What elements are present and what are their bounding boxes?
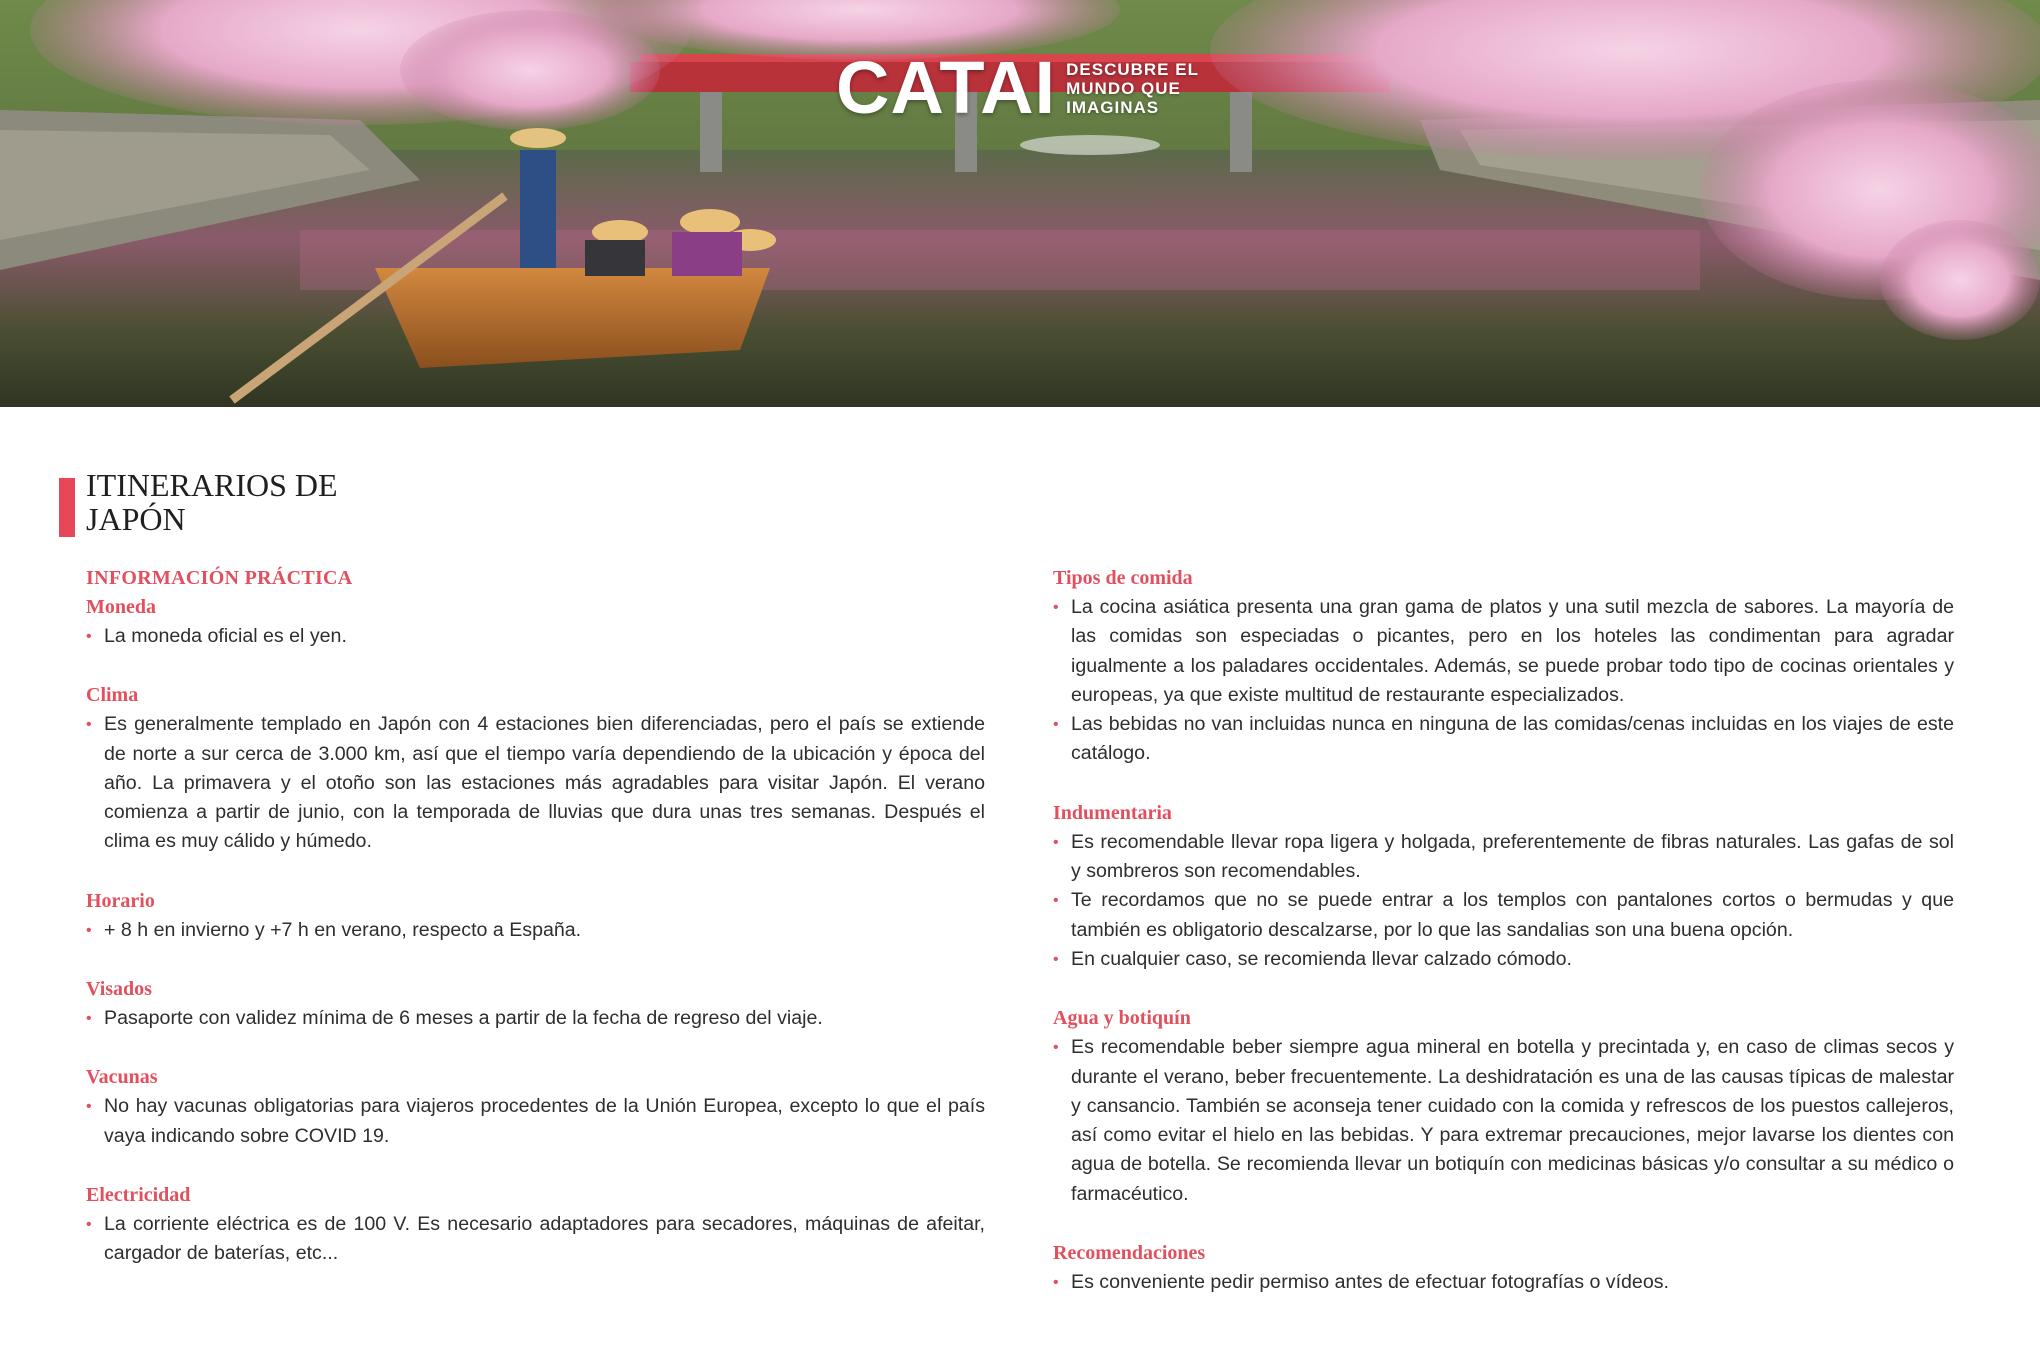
bullet-item: • No hay vacunas obligatorias para viajeros procedentes de la Unión Europea, excepto lo que el país vaya indicando sobre COVID 19. — [86, 1092, 985, 1151]
bullet-item: • La corriente eléctrica es de 100 V. Es necesario adaptadores para secadores, máquinas de afeitar, cargador de baterías, etc... — [86, 1210, 985, 1269]
section-recomendaciones — [1053, 1239, 1954, 1297]
section-title: Electricidad — [86, 1183, 191, 1206]
hero-image — [0, 0, 2040, 407]
bullet-item: • + 8 h en invierno y +7 h en verano, respecto a España. — [86, 916, 985, 945]
logo-wordmark: CATAI — [836, 46, 1057, 129]
section-title: Vacunas — [86, 1066, 158, 1089]
page-title-line: JAPÓN — [86, 501, 186, 537]
section-agua-y-botiquin — [1053, 1004, 1954, 1209]
bullet-item: • Es recomendable llevar ropa ligera y holgada, preferentemente de fibras naturales. Las gafas de sol y sombreros son recomendables. — [1053, 828, 1954, 887]
bullet-item: • La moneda oficial es el yen. — [86, 622, 985, 651]
section-indumentaria — [1053, 799, 1954, 974]
tagline-line: MUNDO QUE — [1066, 78, 1181, 98]
bullet-item: • Es conveniente pedir permiso antes de efectuar fotografías o vídeos. — [1053, 1268, 1954, 1297]
title-accent-bar — [59, 478, 75, 537]
section-visados — [86, 975, 985, 1033]
section-horario — [86, 887, 985, 945]
tagline-line: IMAGINAS — [1066, 97, 1160, 117]
bullet-item: • Pasaporte con validez mínima de 6 meses a partir de la fecha de regreso del viaje. — [86, 1004, 985, 1033]
section-title: Visados — [86, 978, 152, 1001]
section-title: Agua y botiquín — [1053, 1007, 1191, 1030]
section-title: Horario — [86, 889, 155, 912]
section-title: Recomendaciones — [1053, 1242, 1206, 1265]
section-moneda — [86, 593, 985, 651]
section-title: Moneda — [86, 596, 156, 618]
page-title — [86, 468, 338, 536]
left-column — [86, 564, 985, 1299]
bullet-item: • La cocina asiática presenta una gran gama de platos y una sutil mezcla de sabores. La mayoría de las comidas son especiadas o picantes, pero en los hoteles las condimentan para agradar igualmente a los paladares occidentales. Además, se puede probar todo tipo de cocinas orientales y europeas, ya que existe multitud de restaurante especializados. — [1053, 593, 1954, 710]
section-title: Clima — [86, 684, 139, 707]
bullet-item: • Te recordamos que no se puede entrar a los templos con pantalones cortos o bermudas y que también es obligatorio descalzarse, por lo que las sandalias son una buena opción. — [1053, 886, 1954, 945]
logo-tagline — [1066, 60, 1199, 117]
section-electricidad — [86, 1181, 985, 1269]
section-clima — [86, 681, 985, 856]
section-header-practical-info: INFORMACIÓN PRÁCTICA — [86, 567, 353, 589]
section-vacunas — [86, 1063, 985, 1151]
bullet-item: • Las bebidas no van incluidas nunca en ninguna de las comidas/cenas incluidas en los viajes de este catálogo. — [1053, 710, 1954, 769]
brand-logo — [836, 46, 1199, 129]
bullet-item: • Es recomendable beber siempre agua mineral en botella y precintada y, en caso de climas secos y durante el verano, beber frecuentemente. La deshidratación es una de las causas típicas de malestar y cansancio. También se aconseja tener cuidado con la comida y refrescos de los puestos callejeros, así como evitar el hielo en las bebidas. Y para extremar precauciones, mejor lavarse los dientes con agua de botella. Se recomienda llevar un botiquín con medicinas básicas y/o consultar a su médico o farmacéutico. — [1053, 1033, 1954, 1209]
right-column — [1053, 564, 1954, 1327]
tagline-line: DESCUBRE EL — [1066, 59, 1199, 79]
section-title: Tipos de comida — [1053, 567, 1193, 589]
section-tipos-de-comida — [1053, 564, 1954, 769]
bullet-item: • En cualquier caso, se recomienda llevar calzado cómodo. — [1053, 945, 1954, 974]
section-title: Indumentaria — [1053, 801, 1172, 824]
bullet-item: • Es generalmente templado en Japón con 4 estaciones bien diferenciadas, pero el país se extiende de norte a sur cerca de 3.000 km, así que el tiempo varía dependiendo de la ubicación y época del año. La primavera y el otoño son las estaciones más agradables para visitar Japón. El verano comienza a partir de junio, con la temporada de lluvias que dura unas tres semanas. Después el clima es muy cálido y húmedo. — [86, 710, 985, 856]
page-title-line: ITINERARIOS DE — [86, 467, 338, 503]
